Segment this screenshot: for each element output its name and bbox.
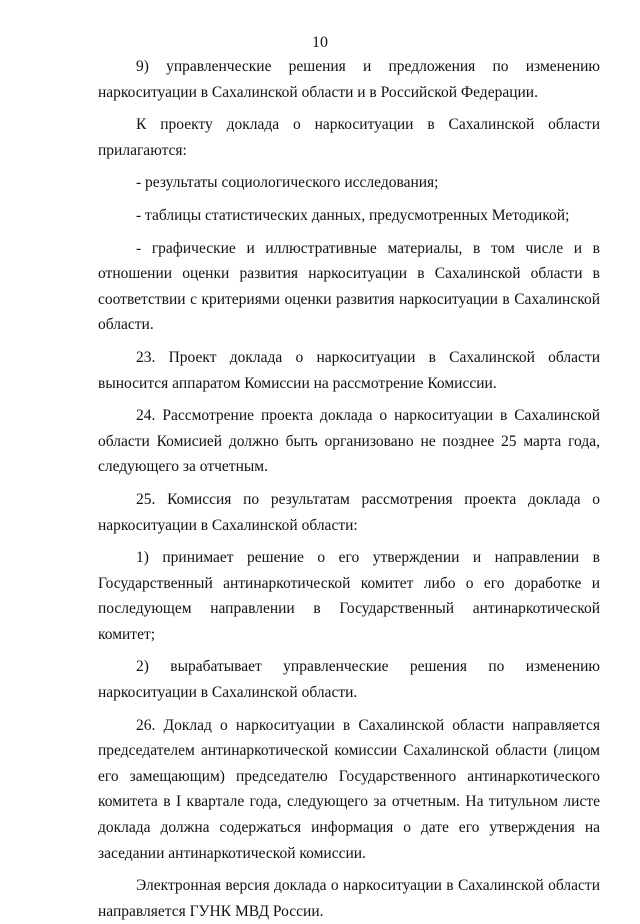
document-body [98,54,600,924]
page-number: 10 [312,34,328,51]
list-item-graphic-materials: - графические и иллюстративные материалы, в том числе и в отношении оценки развития наркоситуации в Сахалинской области в соответствии с критериями оценки развития наркоситуации в Сахалинской области. [98,239,600,334]
paragraph-attachments-intro: К проекту доклада о наркоситуации в Сахалинской области прилагаются: [98,116,600,159]
paragraph-26: 26. Доклад о наркоситуации в Сахалинской области направляется председателем антинаркотической комиссии Сахалинской области (лицом его замещающим) председателю Государственного антинаркотического комитета в I квартале года, следующего за отчетным. На титульном листе доклада должна содержаться информация о дате его утверждения на заседании антинаркотической комиссии. [98,716,600,862]
paragraph-23: 23. Проект доклада о наркоситуации в Сахалинской области выносится аппаратом Комиссии на рассмотрение Комиссии. [98,348,600,392]
paragraph-25-item-1: 1) принимает решение о его утверждении и направлении в Государственный антинаркотической комитет либо о его доработке и последующем направлении в Государственный антинаркотической комитет; [98,549,600,643]
paragraph-24: 24. Рассмотрение проекта доклада о наркоситуации в Сахалинской области Комисией должно быть организовано не позднее 25 марта года, следующего за отчетным. [98,407,600,476]
paragraph-25-item-2: 2) вырабатывает управленческие решения по изменению наркоситуации в Сахалинской области. [98,658,600,702]
list-item-sociological-results: - результаты социологического исследования; [136,174,439,192]
list-item-statistical-tables: - таблицы статистических данных, предусмотренных Методикой; [136,206,570,224]
paragraph-25: 25. Комиссия по результатам рассмотрения проекта доклада о наркоситуации в Сахалинской области: [98,490,600,534]
paragraph-electronic-version: Электронная версия доклада о наркоситуации в Сахалинской области направляется ГУНК МВД России. [98,877,600,920]
paragraph-9-decisions: 9) управленческие решения и предложения по изменению наркоситуации в Сахалинской области и в Российской Федерации. [98,58,600,101]
